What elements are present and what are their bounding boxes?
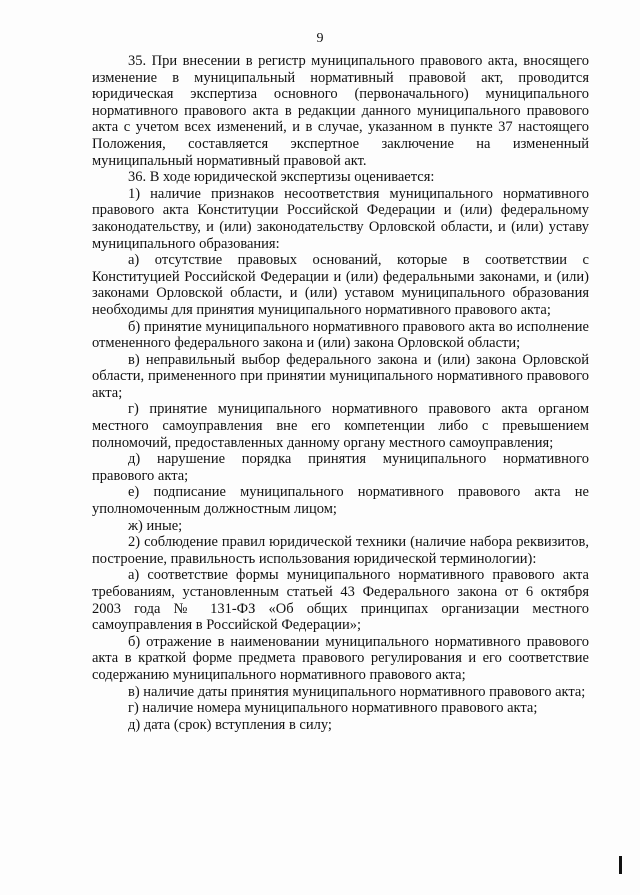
- scan-edge-mark: [619, 856, 622, 874]
- list-item-1: 1) наличие признаков несоответствия муниципального нормативного правового акта Конституции Российской Федерации и (или) федеральному законодательству, и (или) законодательству Орловской области, и (или) уставу муниципального образования:: [92, 185, 589, 252]
- list-item-2a: а) соответствие формы муниципального нормативного правового акта требованиям, установленным статьей 43 Федерального закона от 6 октября 2003 года № 131-ФЗ «Об общих принципах организации местного самоуправления в Российской Федерации»;: [92, 567, 589, 634]
- list-item-1a: а) отсутствие правовых оснований, которые в соответствии с Конституцией Российской Федерации и (или) федеральными законами, и (или) законами Орловской области, и (или) уставом муниципального образования необходимы для принятия муниципального нормативного правового акта;: [92, 252, 589, 318]
- list-item-1g: г) принятие муниципального нормативного правового акта органом местного самоуправления вне его компетенции либо с превышением полномочий, предоставленных данному органу местного самоуправления;: [92, 401, 589, 451]
- document-body: [92, 53, 589, 733]
- page-number: 9: [316, 31, 324, 46]
- list-item-2v: в) наличие даты принятия муниципального нормативного правового акта;: [128, 683, 586, 700]
- list-item-1e: е) подписание муниципального нормативного правового акта не уполномоченным должностным лицом;: [92, 484, 589, 518]
- list-item-2: 2) соблюдение правил юридической техники (наличие набора реквизитов, построение, правильность использования юридической терминологии):: [92, 534, 589, 567]
- list-item-1d: д) нарушение порядка принятия муниципального нормативного правового акта;: [92, 451, 589, 484]
- list-item-1v: в) неправильный выбор федерального закона и (или) закона Орловской области, примененного при принятии муниципального нормативного правового акта;: [92, 351, 589, 401]
- list-item-2g: г) наличие номера муниципального нормативного правового акта;: [128, 700, 538, 717]
- list-item-2b: б) отражение в наименовании муниципального нормативного правового акта в краткой форме предмета правового регулирования и его соответствие содержанию муниципального нормативного правового акта;: [92, 633, 589, 683]
- list-item-2d: д) дата (срок) вступления в силу;: [128, 716, 332, 733]
- list-item-1zh: ж) иные;: [128, 517, 183, 534]
- paragraph-36: 36. В ходе юридической экспертизы оценивается:: [128, 169, 435, 186]
- list-item-1b: б) принятие муниципального нормативного правового акта во исполнение отмененного федерального закона и (или) закона Орловской области;: [92, 318, 589, 352]
- paragraph-35: 35. При внесении в регистр муниципального правового акта, вносящего изменение в муниципальный нормативный правовой акт, проводится юридическая экспертиза основного (первоначального) муниципального нормативного правового акта в редакции данного муниципального правового акта с учетом всех изменений, и в случае, указанном в пункте 37 настоящего Положения, составляется экспертное заключение на измененный муниципальный нормативный правовой акт.: [92, 53, 589, 169]
